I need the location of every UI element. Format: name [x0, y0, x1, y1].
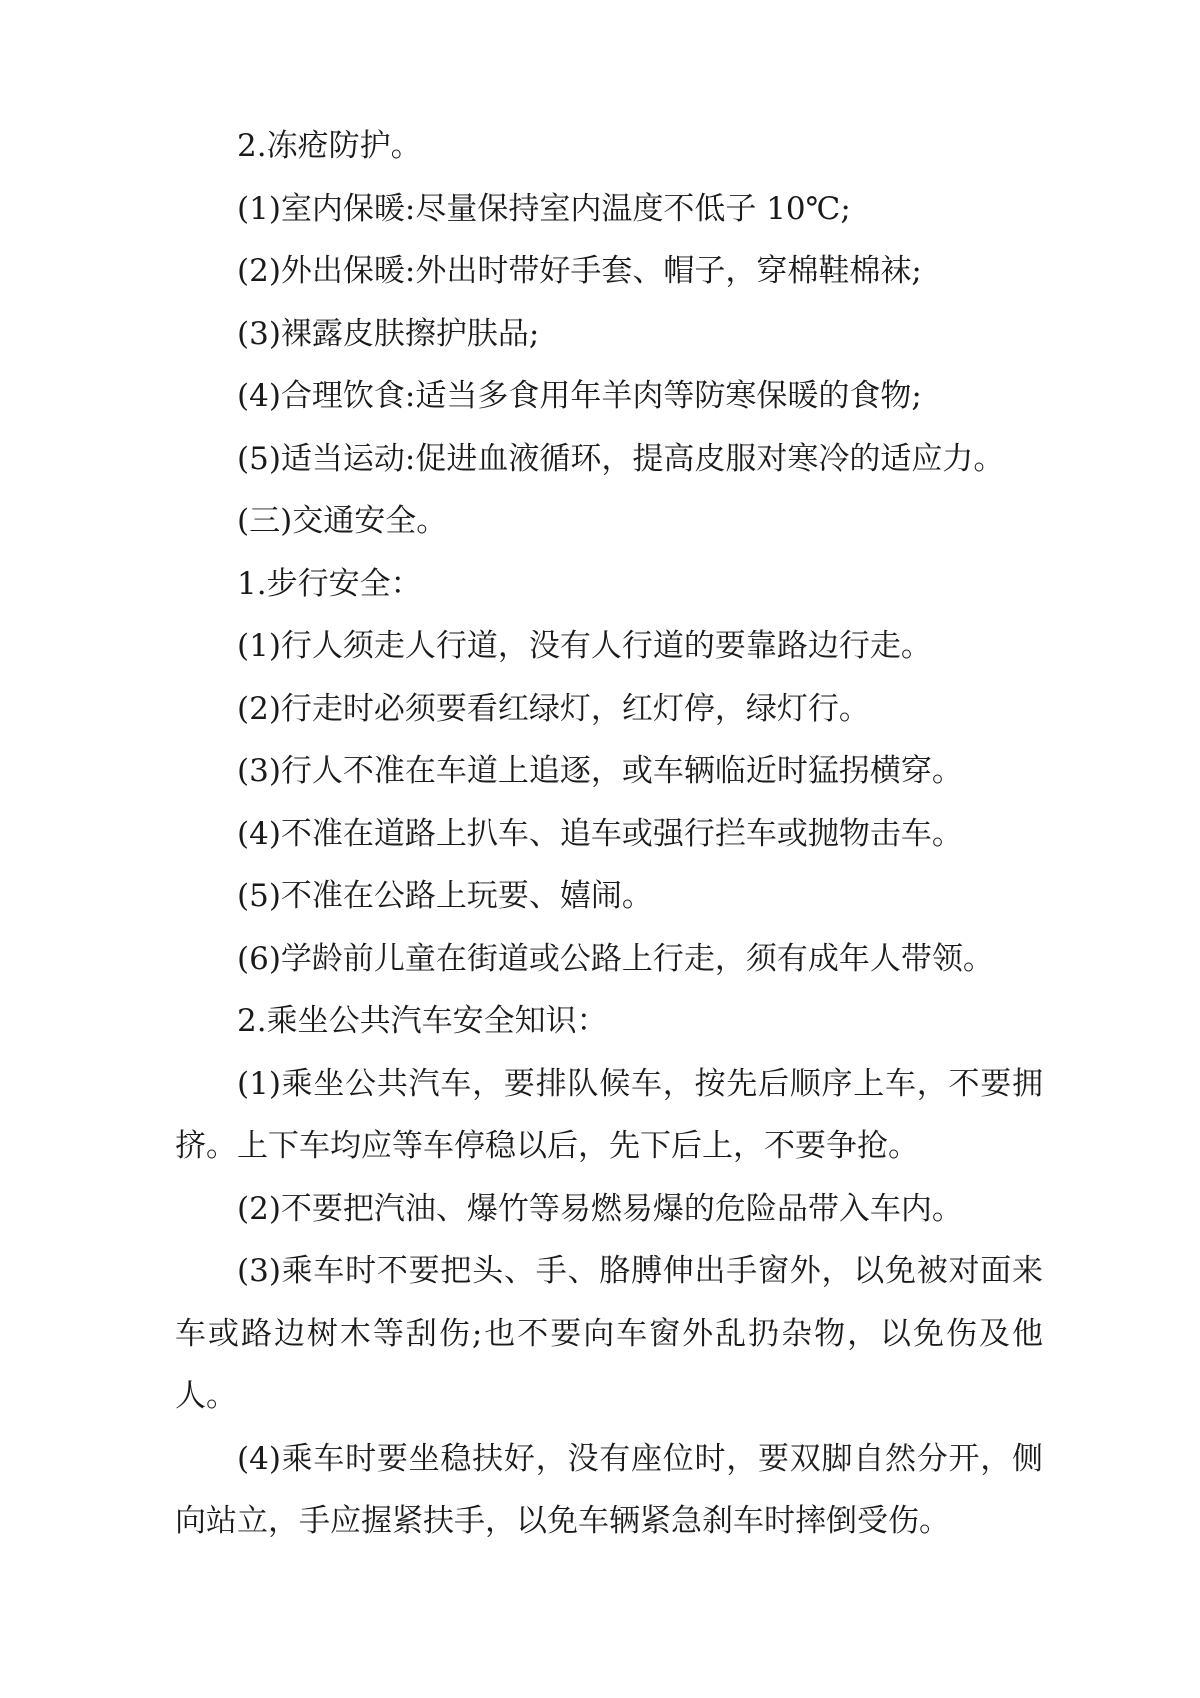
paragraph-no-chasing: (3)行人不准在车道上追逐，或车辆临近时猛拐横穿。	[237, 753, 963, 789]
paragraph-bus-safety-heading: 2.乘坐公共汽车安全知识：	[237, 1003, 608, 1039]
paragraph-traffic-safety-heading: (三)交通安全。	[237, 503, 448, 539]
paragraph-skin-care: (3)裸露皮肤擦护肤品;	[237, 315, 540, 352]
document-body	[175, 115, 1043, 1553]
paragraph-indoor-warmth: (1)室内保暖:尽量保持室内温度不低子 10℃;	[237, 190, 851, 227]
paragraph-no-playing: (5)不准在公路上玩要、嬉闹。	[237, 878, 653, 914]
paragraph-walking-safety-heading: 1.步行安全：	[237, 565, 422, 602]
paragraph-outdoor-warmth: (2)外出保暖:外出时带好手套、帽子，穿棉鞋棉袜;	[237, 253, 922, 289]
paragraph-hold-handrail: (4)乘车时要坐稳扶好，没有座位时，要双脚自然分开，侧向站立，手应握紧扶手，以免车辆紧急刹车时摔倒受伤。	[175, 1440, 1043, 1539]
paragraph-walk-sidewalk: (1)行人须走人行道，没有人行道的要靠路边行走。	[237, 628, 932, 664]
paragraph-queue-boarding: (1)乘坐公共汽车，要排队候车，按先后顺序上车，不要拥挤。上下车均应等车停稳以后，先下后上，不要争抢。	[175, 1065, 1043, 1164]
paragraph-children-escort: (6)学龄前儿童在街道或公路上行走，须有成年人带领。	[237, 940, 994, 977]
paragraph-exercise: (5)适当运动:促进血液循环，提高皮服对寒冷的适应力。	[237, 440, 1005, 477]
paragraph-no-grabbing-vehicles: (4)不准在道路上扒车、追车或强行拦车或抛物击车。	[237, 815, 963, 852]
paragraph-no-dangerous-goods: (2)不要把汽油、爆竹等易燃易爆的危险品带入车内。	[237, 1190, 963, 1227]
paragraph-frostbite-heading: 2.冻疮防护。	[237, 128, 422, 164]
paragraph-diet: (4)合理饮食:适当多食用年羊肉等防寒保暖的食物;	[237, 378, 922, 414]
paragraph-traffic-lights: (2)行走时必须要看红绿灯，红灯停，绿灯行。	[237, 690, 870, 727]
paragraph-no-leaning-out: (3)乘车时不要把头、手、胳膊伸出手窗外，以免被对面来车或路边树木等刮伤;也不要向车窗外乱扔杂物，以免伤及他人。	[175, 1253, 1043, 1414]
